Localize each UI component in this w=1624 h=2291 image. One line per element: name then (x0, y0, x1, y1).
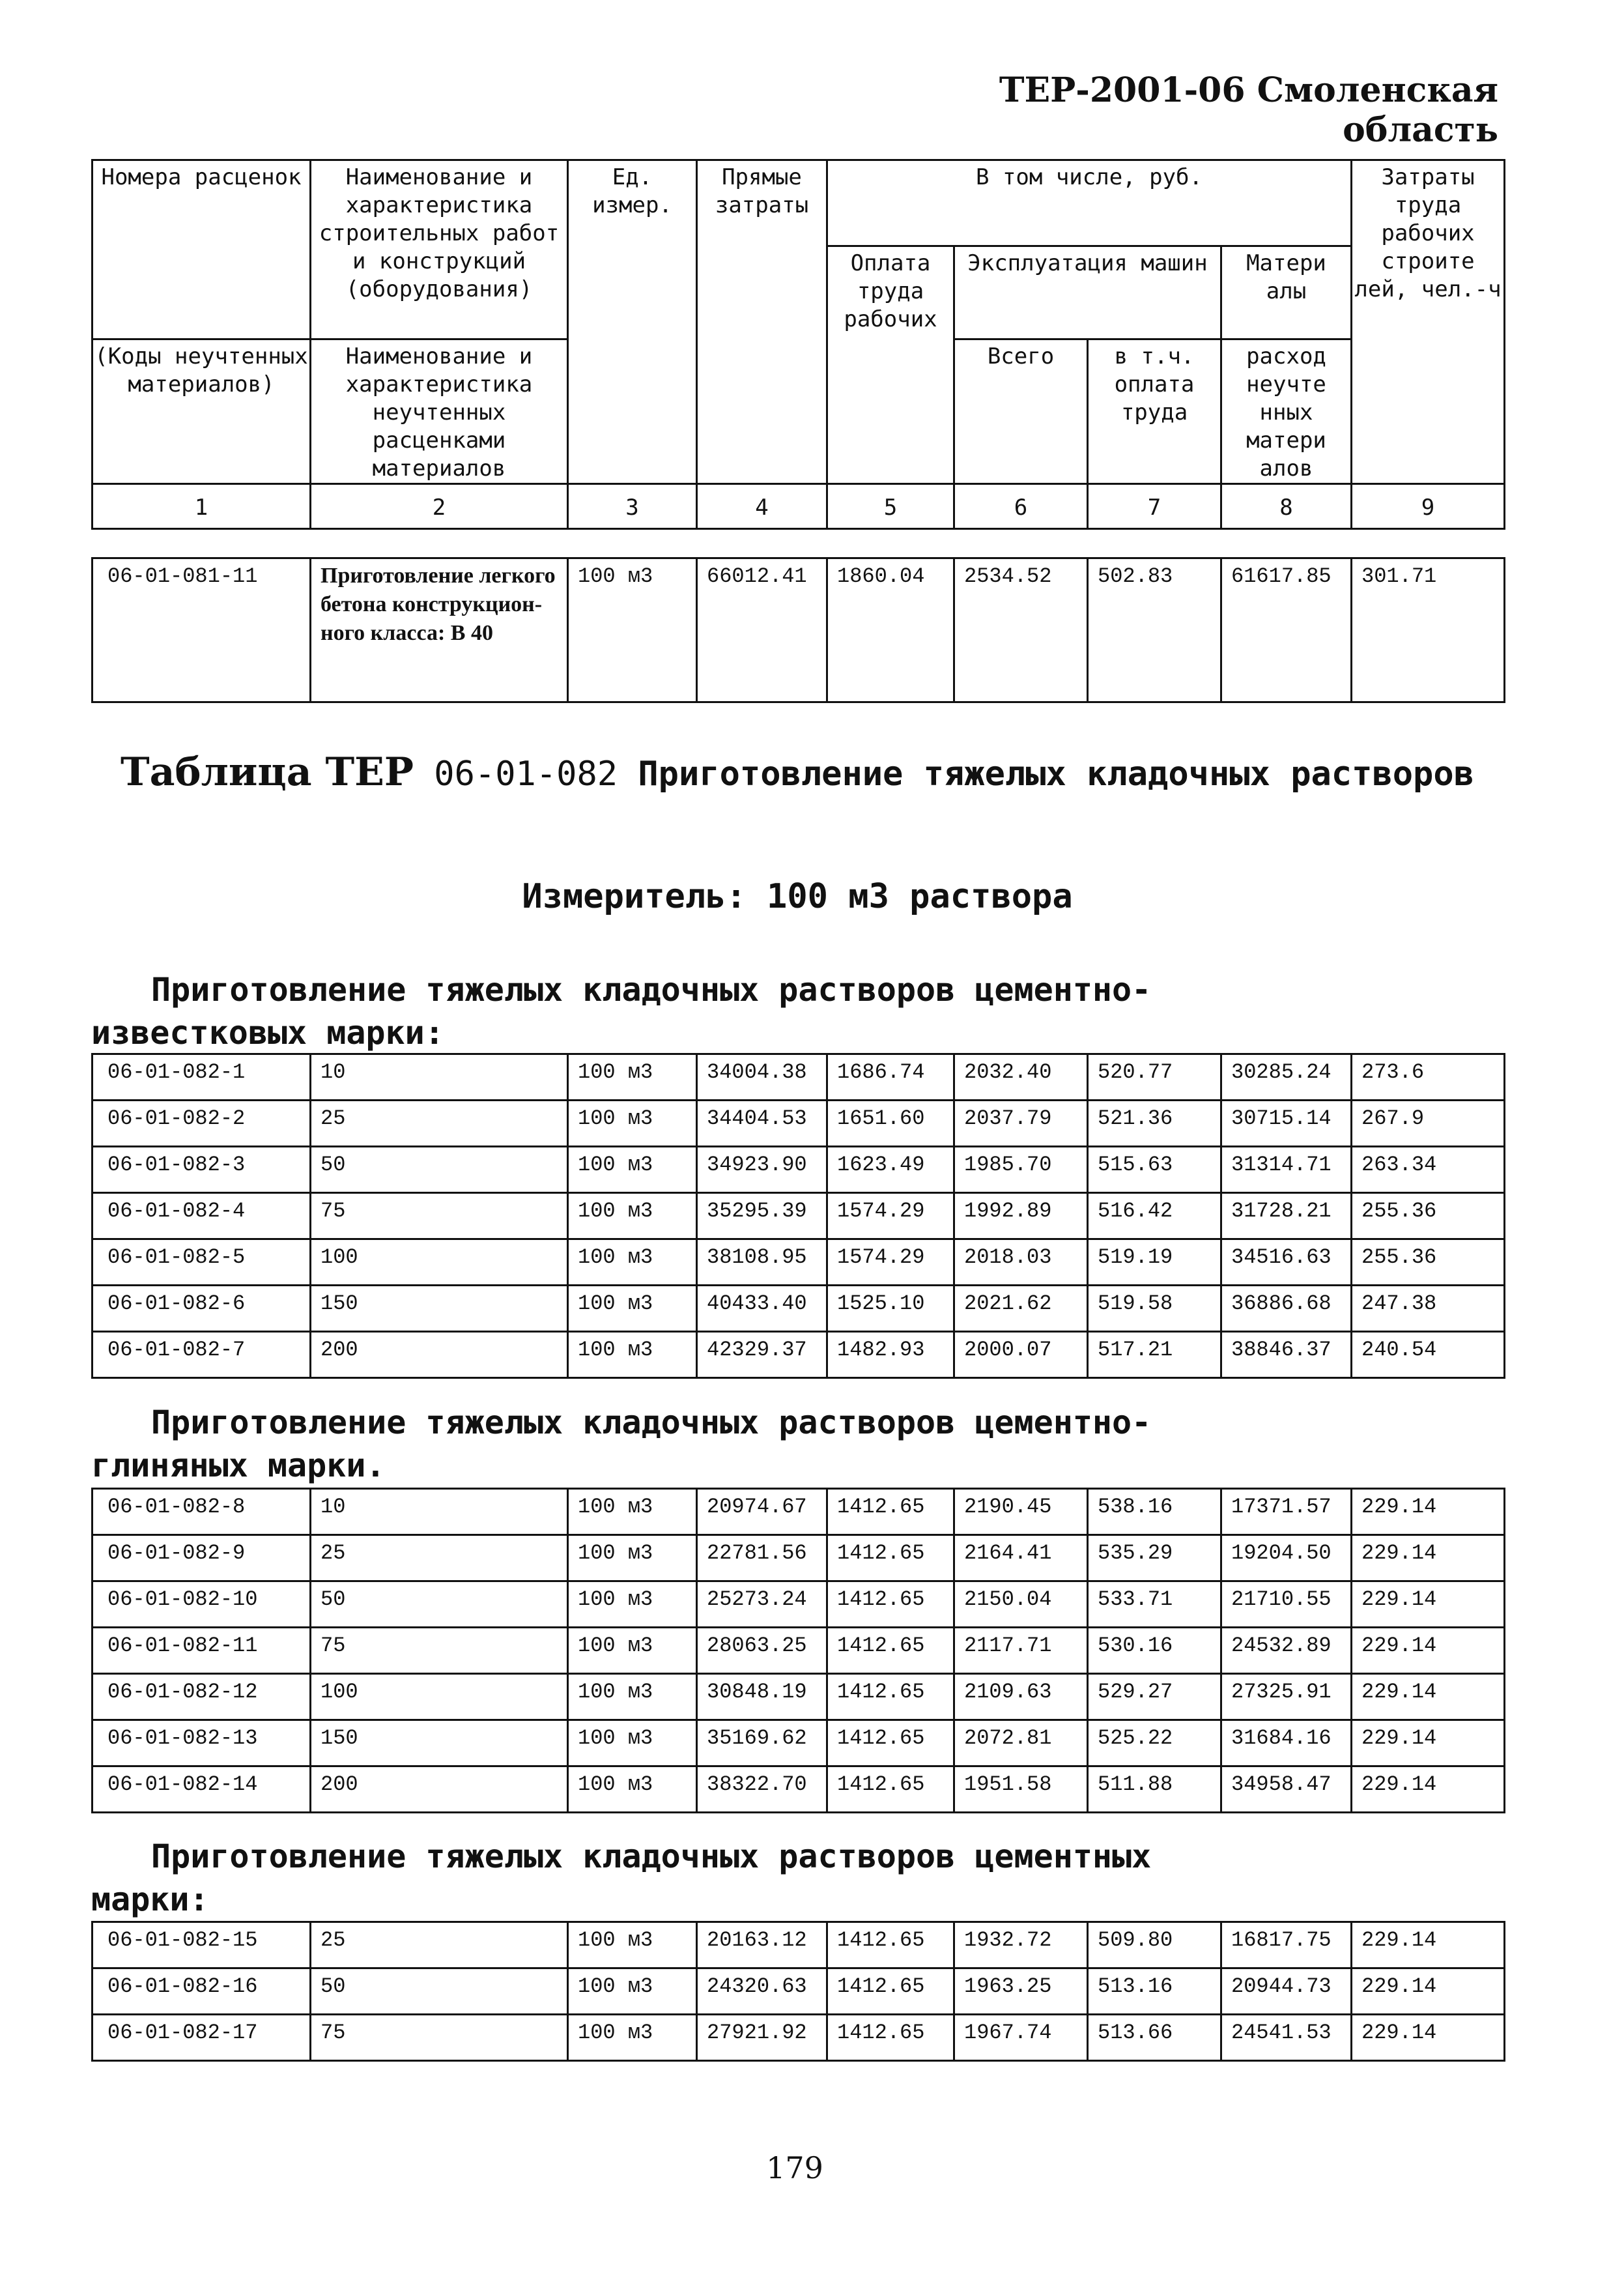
materials: 31684.16 (1221, 1720, 1352, 1766)
rate-code: 06-01-082-15 (93, 1922, 311, 1968)
labor-pay: 1412.65 (827, 1720, 954, 1766)
rate-code: 06-01-082-6 (93, 1286, 311, 1332)
mortar-grade: 75 (311, 1193, 568, 1239)
table-row (93, 1535, 1505, 1581)
materials: 16817.75 (1221, 1922, 1352, 1968)
table-row (93, 1193, 1505, 1239)
rate-code: 06-01-082-1 (93, 1054, 311, 1101)
machines-total: 2190.45 (954, 1489, 1088, 1535)
labor-hours: 247.38 (1352, 1286, 1505, 1332)
table-row (93, 1766, 1505, 1813)
machines-total: 2072.81 (954, 1720, 1088, 1766)
header-machines-labor: в т.ч. оплата труда (1088, 339, 1221, 484)
materials: 31728.21 (1221, 1193, 1352, 1239)
measurement-unit: Измеритель: 100 м3 раствора (522, 877, 1073, 916)
materials: 31314.71 (1221, 1147, 1352, 1193)
machines-total: 2032.40 (954, 1054, 1088, 1101)
header-name: Наименование и характеристика строительных работ и конструкций (оборудования) (311, 160, 568, 339)
machines-labor: 519.58 (1088, 1286, 1221, 1332)
machines-labor: 533.71 (1088, 1581, 1221, 1628)
column-number: 5 (827, 484, 954, 529)
materials: 34516.63 (1221, 1239, 1352, 1286)
direct-costs: 38322.70 (697, 1766, 827, 1813)
header-unit: Ед. измер. (568, 160, 697, 484)
materials: 24541.53 (1221, 2015, 1352, 2061)
header-materials: Матери алы (1221, 246, 1352, 339)
unit: 100 м3 (568, 1535, 697, 1581)
machines-labor: 519.19 (1088, 1239, 1221, 1286)
column-number: 8 (1221, 484, 1352, 529)
column-number: 6 (954, 484, 1088, 529)
table-row (93, 1239, 1505, 1286)
labor-pay: 1412.65 (827, 1628, 954, 1674)
machines-total: 2534.52 (954, 558, 1088, 702)
section-heading (91, 1835, 1524, 1921)
machines-total: 1967.74 (954, 2015, 1088, 2061)
mortar-grade: 150 (311, 1286, 568, 1332)
machines-total: 2117.71 (954, 1628, 1088, 1674)
rate-code: 06-01-082-10 (93, 1581, 311, 1628)
unit: 100 м3 (568, 1922, 697, 1968)
labor-hours: 263.34 (1352, 1147, 1505, 1193)
direct-costs: 24320.63 (697, 1968, 827, 2015)
mortar-grade: 10 (311, 1489, 568, 1535)
unit: 100 м3 (568, 1489, 697, 1535)
direct-costs: 34004.38 (697, 1054, 827, 1101)
rate-code: 06-01-082-3 (93, 1147, 311, 1193)
unit: 100 м3 (568, 1332, 697, 1378)
labor-pay: 1686.74 (827, 1054, 954, 1101)
labor-pay: 1574.29 (827, 1193, 954, 1239)
table-title-code: 06-01-082 (434, 755, 618, 794)
table-row (93, 2015, 1505, 2061)
mortar-grade: 50 (311, 1968, 568, 2015)
labor-pay: 1651.60 (827, 1101, 954, 1147)
labor-hours: 255.36 (1352, 1193, 1505, 1239)
mortar-grade: 75 (311, 2015, 568, 2061)
machines-total: 1951.58 (954, 1766, 1088, 1813)
labor-pay: 1412.65 (827, 1674, 954, 1720)
machines-labor: 509.80 (1088, 1922, 1221, 1968)
direct-costs: 30848.19 (697, 1674, 827, 1720)
unit: 100 м3 (568, 1101, 697, 1147)
labor-hours: 229.14 (1352, 1581, 1505, 1628)
materials: 20944.73 (1221, 1968, 1352, 2015)
materials: 30715.14 (1221, 1101, 1352, 1147)
labor-hours: 229.14 (1352, 1628, 1505, 1674)
materials: 61617.85 (1221, 558, 1352, 702)
mortar-grade: 50 (311, 1147, 568, 1193)
labor-hours: 267.9 (1352, 1101, 1505, 1147)
section-heading-line1: Приготовление тяжелых кладочных растворов цементных (151, 1837, 1152, 1875)
direct-costs: 20163.12 (697, 1922, 827, 1968)
section-heading-line2: глиняных марки. (91, 1447, 386, 1484)
labor-pay: 1412.65 (827, 1489, 954, 1535)
header-machines-total: Всего (954, 339, 1088, 484)
direct-costs: 25273.24 (697, 1581, 827, 1628)
machines-total: 2150.04 (954, 1581, 1088, 1628)
labor-hours: 240.54 (1352, 1332, 1505, 1378)
previous-row-table (91, 557, 1505, 703)
mortar-grade: 75 (311, 1628, 568, 1674)
materials: 34958.47 (1221, 1766, 1352, 1813)
materials: 36886.68 (1221, 1286, 1352, 1332)
labor-hours: 229.14 (1352, 1489, 1505, 1535)
materials: 30285.24 (1221, 1054, 1352, 1101)
rate-code: 06-01-082-9 (93, 1535, 311, 1581)
table-row (93, 1720, 1505, 1766)
unit: 100 м3 (568, 1720, 697, 1766)
unit: 100 м3 (568, 1239, 697, 1286)
unit: 100 м3 (568, 1286, 697, 1332)
header-name-unaccounted: Наименование и характеристика неучтенных расценками материалов (311, 339, 568, 484)
direct-costs: 20974.67 (697, 1489, 827, 1535)
table-title-text: Приготовление тяжелых кладочных растворов (638, 755, 1474, 794)
rate-code: 06-01-082-11 (93, 1628, 311, 1674)
labor-hours: 229.14 (1352, 1922, 1505, 1968)
machines-total: 2000.07 (954, 1332, 1088, 1378)
table-row (93, 1332, 1505, 1378)
table-row (93, 1101, 1505, 1147)
mortar-grade: 25 (311, 1101, 568, 1147)
section-heading (91, 1401, 1524, 1487)
materials: 17371.57 (1221, 1489, 1352, 1535)
table-row (93, 1674, 1505, 1720)
column-number: 3 (568, 484, 697, 529)
rate-code: 06-01-082-13 (93, 1720, 311, 1766)
column-header-table (91, 159, 1505, 530)
labor-pay: 1482.93 (827, 1332, 954, 1378)
unit: 100 м3 (568, 1193, 697, 1239)
direct-costs: 22781.56 (697, 1535, 827, 1581)
section-heading-line2: марки: (91, 1880, 209, 1918)
machines-labor: 521.36 (1088, 1101, 1221, 1147)
unit: 100 м3 (568, 1147, 697, 1193)
section-heading-line1: Приготовление тяжелых кладочных растворов цементно- (151, 971, 1152, 1009)
mortar-grade: 25 (311, 1535, 568, 1581)
unit: 100 м3 (568, 1968, 697, 2015)
machines-labor: 513.66 (1088, 2015, 1221, 2061)
header-labor-pay: Оплата труда рабочих (827, 246, 954, 484)
running-header: ТЕР-2001-06 Смоленская область (999, 70, 1498, 150)
column-number: 7 (1088, 484, 1221, 529)
labor-hours: 229.14 (1352, 1968, 1505, 2015)
table-row (93, 1489, 1505, 1535)
table-row (93, 1054, 1505, 1101)
labor-pay: 1412.65 (827, 1535, 954, 1581)
header-materials-unaccounted: расход неучте нных матери алов (1221, 339, 1352, 484)
machines-total: 2018.03 (954, 1239, 1088, 1286)
materials: 27325.91 (1221, 1674, 1352, 1720)
rate-code: 06-01-082-4 (93, 1193, 311, 1239)
machines-labor: 525.22 (1088, 1720, 1221, 1766)
labor-hours: 273.6 (1352, 1054, 1505, 1101)
rates-table-cement-clay (91, 1488, 1505, 1813)
unit: 100 м3 (568, 2015, 697, 2061)
table-row (93, 1628, 1505, 1674)
machines-labor: 511.88 (1088, 1766, 1221, 1813)
machines-total: 2109.63 (954, 1674, 1088, 1720)
unit: 100 м3 (568, 1054, 697, 1101)
section-heading-line1: Приготовление тяжелых кладочных растворов цементно- (151, 1404, 1152, 1441)
labor-hours: 229.14 (1352, 1720, 1505, 1766)
mortar-grade: 150 (311, 1720, 568, 1766)
table-title-label: Таблица ТЕР (121, 749, 414, 795)
direct-costs: 34404.53 (697, 1101, 827, 1147)
machines-total: 1985.70 (954, 1147, 1088, 1193)
header-labor-hours: Затраты труда рабочих строите лей, чел.-ч (1352, 160, 1505, 484)
machines-total: 2164.41 (954, 1535, 1088, 1581)
column-number: 2 (311, 484, 568, 529)
rate-code: 06-01-082-5 (93, 1239, 311, 1286)
labor-pay: 1525.10 (827, 1286, 954, 1332)
machines-labor: 535.29 (1088, 1535, 1221, 1581)
column-number: 4 (697, 484, 827, 529)
materials: 21710.55 (1221, 1581, 1352, 1628)
mortar-grade: 50 (311, 1581, 568, 1628)
table-row (93, 1922, 1505, 1968)
labor-hours: 255.36 (1352, 1239, 1505, 1286)
direct-costs: 35295.39 (697, 1193, 827, 1239)
machines-total: 2037.79 (954, 1101, 1088, 1147)
rate-code: 06-01-081-11 (93, 558, 311, 702)
unit: 100 м3 (568, 558, 697, 702)
rate-code: 06-01-082-14 (93, 1766, 311, 1813)
labor-hours: 229.14 (1352, 1674, 1505, 1720)
rate-code: 06-01-082-12 (93, 1674, 311, 1720)
mortar-grade: 200 (311, 1766, 568, 1813)
rate-code: 06-01-082-16 (93, 1968, 311, 2015)
machines-total: 2021.62 (954, 1286, 1088, 1332)
machines-labor: 513.16 (1088, 1968, 1221, 2015)
mortar-grade: 25 (311, 1922, 568, 1968)
machines-total: 1992.89 (954, 1193, 1088, 1239)
unit: 100 м3 (568, 1581, 697, 1628)
direct-costs: 66012.41 (697, 558, 827, 702)
rate-code: 06-01-082-2 (93, 1101, 311, 1147)
machines-total: 1963.25 (954, 1968, 1088, 2015)
machines-labor: 538.16 (1088, 1489, 1221, 1535)
rates-table-cement (91, 1921, 1505, 2062)
machines-labor: 530.16 (1088, 1628, 1221, 1674)
machines-labor: 520.77 (1088, 1054, 1221, 1101)
header-machines: Эксплуатация машин (954, 246, 1221, 339)
machines-labor: 502.83 (1088, 558, 1221, 702)
table-title (91, 749, 1503, 797)
machines-labor: 517.21 (1088, 1332, 1221, 1378)
labor-hours: 301.71 (1352, 558, 1505, 702)
column-number: 9 (1352, 484, 1505, 529)
labor-hours: 229.14 (1352, 1535, 1505, 1581)
table-row (93, 1968, 1505, 2015)
header-direct-costs: Прямые затраты (697, 160, 827, 484)
table-row (93, 1581, 1505, 1628)
labor-pay: 1623.49 (827, 1147, 954, 1193)
labor-pay: 1412.65 (827, 1581, 954, 1628)
labor-hours: 229.14 (1352, 1766, 1505, 1813)
rate-code: 06-01-082-17 (93, 2015, 311, 2061)
rate-code: 06-01-082-7 (93, 1332, 311, 1378)
column-number: 1 (93, 484, 311, 529)
page-number: 179 (766, 2150, 823, 2185)
machines-labor: 515.63 (1088, 1147, 1221, 1193)
materials: 38846.37 (1221, 1332, 1352, 1378)
unit: 100 м3 (568, 1628, 697, 1674)
table-row (93, 1147, 1505, 1193)
direct-costs: 28063.25 (697, 1628, 827, 1674)
materials: 24532.89 (1221, 1628, 1352, 1674)
header-including: В том числе, руб. (827, 160, 1352, 246)
direct-costs: 42329.37 (697, 1332, 827, 1378)
mortar-grade: 10 (311, 1054, 568, 1101)
work-name: Приготовление легкого бетона конструкцион-ного класса: В 40 (311, 558, 568, 702)
machines-labor: 516.42 (1088, 1193, 1221, 1239)
section-heading (91, 968, 1524, 1054)
rates-table-cement-lime (91, 1053, 1505, 1379)
labor-pay: 1412.65 (827, 2015, 954, 2061)
mortar-grade: 100 (311, 1239, 568, 1286)
direct-costs: 38108.95 (697, 1239, 827, 1286)
mortar-grade: 200 (311, 1332, 568, 1378)
unit: 100 м3 (568, 1674, 697, 1720)
section-heading-line2: известковых марки: (91, 1014, 444, 1052)
direct-costs: 27921.92 (697, 2015, 827, 2061)
table-row (93, 558, 1505, 702)
materials: 19204.50 (1221, 1535, 1352, 1581)
labor-pay: 1574.29 (827, 1239, 954, 1286)
direct-costs: 34923.90 (697, 1147, 827, 1193)
labor-hours: 229.14 (1352, 2015, 1505, 2061)
direct-costs: 40433.40 (697, 1286, 827, 1332)
direct-costs: 35169.62 (697, 1720, 827, 1766)
header-codes-unaccounted: (Коды неучтенных материалов) (93, 339, 311, 484)
labor-pay: 1412.65 (827, 1766, 954, 1813)
machines-labor: 529.27 (1088, 1674, 1221, 1720)
labor-pay: 1860.04 (827, 558, 954, 702)
unit: 100 м3 (568, 1766, 697, 1813)
rate-code: 06-01-082-8 (93, 1489, 311, 1535)
table-row (93, 1286, 1505, 1332)
labor-pay: 1412.65 (827, 1968, 954, 2015)
header-codes: Номера расценок (93, 160, 311, 339)
labor-pay: 1412.65 (827, 1922, 954, 1968)
machines-total: 1932.72 (954, 1922, 1088, 1968)
mortar-grade: 100 (311, 1674, 568, 1720)
